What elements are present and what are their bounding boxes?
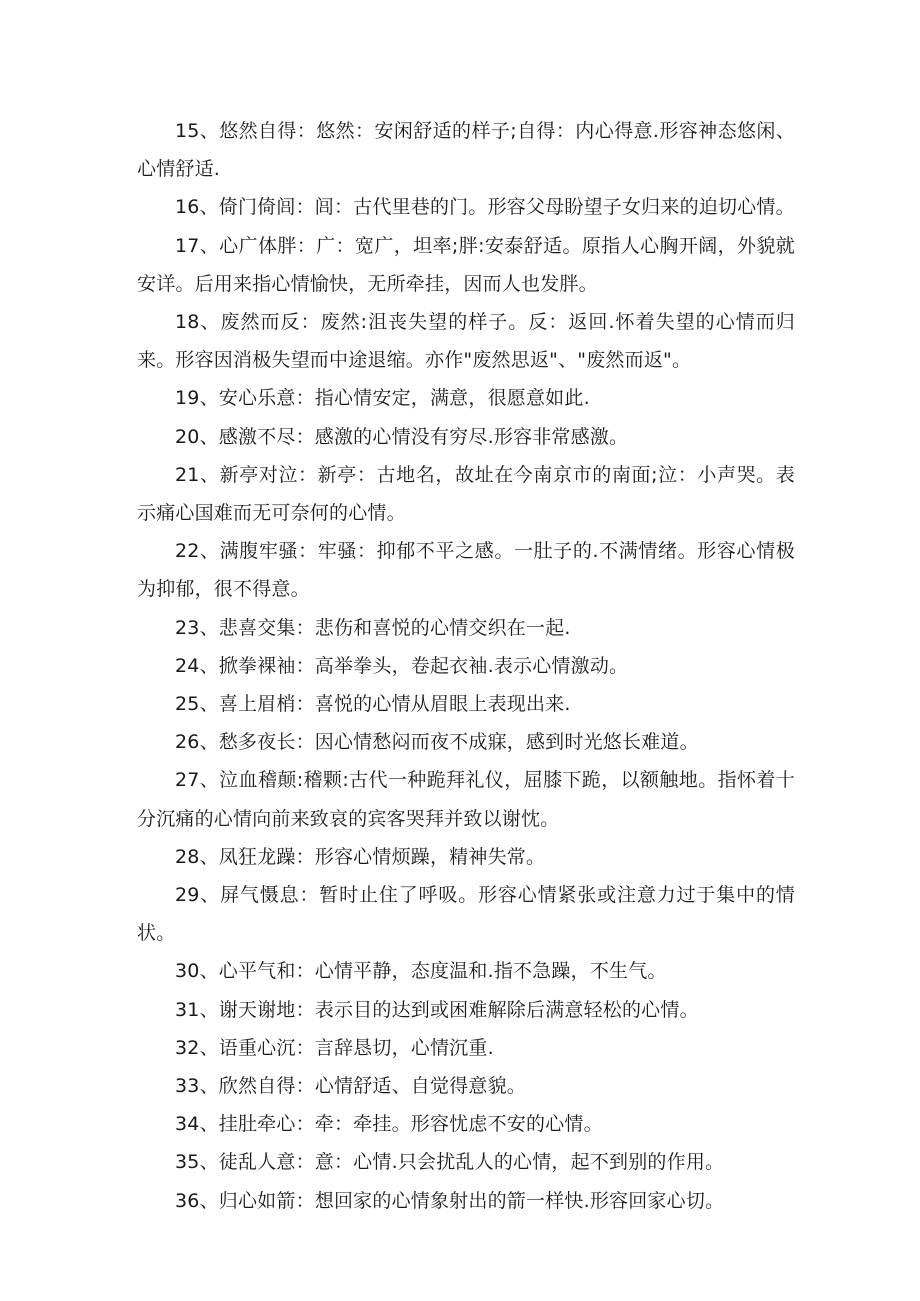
idiom-entry: 16、倚门倚闾：闾：古代里巷的门。形容父母盼望子女归来的迫切心情。 bbox=[175, 196, 795, 219]
idiom-entry: 30、心平气和：心情平静，态度温和.指不急躁，不生气。 bbox=[175, 960, 667, 983]
idiom-entry: 31、谢天谢地：表示目的达到或困难解除后满意轻松的心情。 bbox=[175, 998, 699, 1021]
idiom-entry: 20、感激不尽：感激的心情没有穷尽.形容非常感激。 bbox=[175, 425, 629, 448]
idiom-entry: 33、欣然自得：心情舒适、自觉得意貌。 bbox=[175, 1075, 526, 1098]
idiom-entry: 26、愁多夜长：因心情愁闷而夜不成寐，感到时光悠长难道。 bbox=[175, 731, 699, 754]
idiom-entry: 34、挂肚牵心：牵：牵挂。形容忧虑不安的心情。 bbox=[175, 1113, 603, 1136]
idiom-entry: 19、安心乐意：指心情安定，满意，很愿意如此. bbox=[175, 387, 590, 410]
idiom-entry: 23、悲喜交集：悲伤和喜悦的心情交织在一起. bbox=[175, 616, 571, 639]
idiom-entry: 24、掀拳裸袖：高举拳头，卷起衣袖.表示心情激动。 bbox=[175, 654, 629, 677]
idiom-entry: 36、归心如箭：想回家的心情象射出的箭一样快.形容回家心切。 bbox=[175, 1189, 725, 1212]
idiom-entry: 32、语重心沉：言辞恳切，心情沉重. bbox=[175, 1036, 494, 1059]
idiom-entry: 27、泣血稽颠:稽颗:古代一种跪拜礼仪，屈膝下跪，以额触地。指怀着十分沉痛的心情向前来致哀的宾客哭拜并致以谢忱。 bbox=[137, 769, 795, 830]
idiom-entry: 17、心广体胖：广：宽广，坦率;胖:安泰舒适。原指人心胸开阔，外貌就安详。后用来指心情愉快，无所牵挂，因而人也发胖。 bbox=[137, 234, 795, 295]
idiom-entry: 22、满腹牢骚：牢骚：抑郁不平之感。一肚子的.不满情绪。形容心情极为抑郁，很不得意。 bbox=[137, 540, 795, 601]
idiom-entry: 18、废然而反：废然:沮丧失望的样子。反：返回.怀着失望的心情而归来。形容因消极失望而中途退缩。亦作"废然思返"、"废然而返"。 bbox=[137, 311, 795, 372]
idiom-entry: 29、屏气慑息：暂时止住了呼吸。形容心情紧张或注意力过于集中的情状。 bbox=[137, 884, 795, 945]
idiom-entry: 28、凤狂龙躁：形容心情烦躁，精神失常。 bbox=[175, 845, 546, 868]
idiom-entry: 35、徒乱人意：意：心情.只会扰乱人的心情，起不到别的作用。 bbox=[175, 1151, 725, 1174]
idiom-entry: 21、新亭对泣：新亭：古地名，故址在今南京市的南面;泣：小声哭。表示痛心国难而无可奈何的心情。 bbox=[137, 463, 795, 525]
idiom-entry: 25、喜上眉梢：喜悦的心情从眉眼上表现出来. bbox=[175, 693, 571, 716]
idiom-entry: 15、悠然自得：悠然：安闲舒适的样子;自得：内心得意.形容神态悠闲、心情舒适. bbox=[137, 120, 795, 181]
idiom-list bbox=[137, 112, 795, 1220]
